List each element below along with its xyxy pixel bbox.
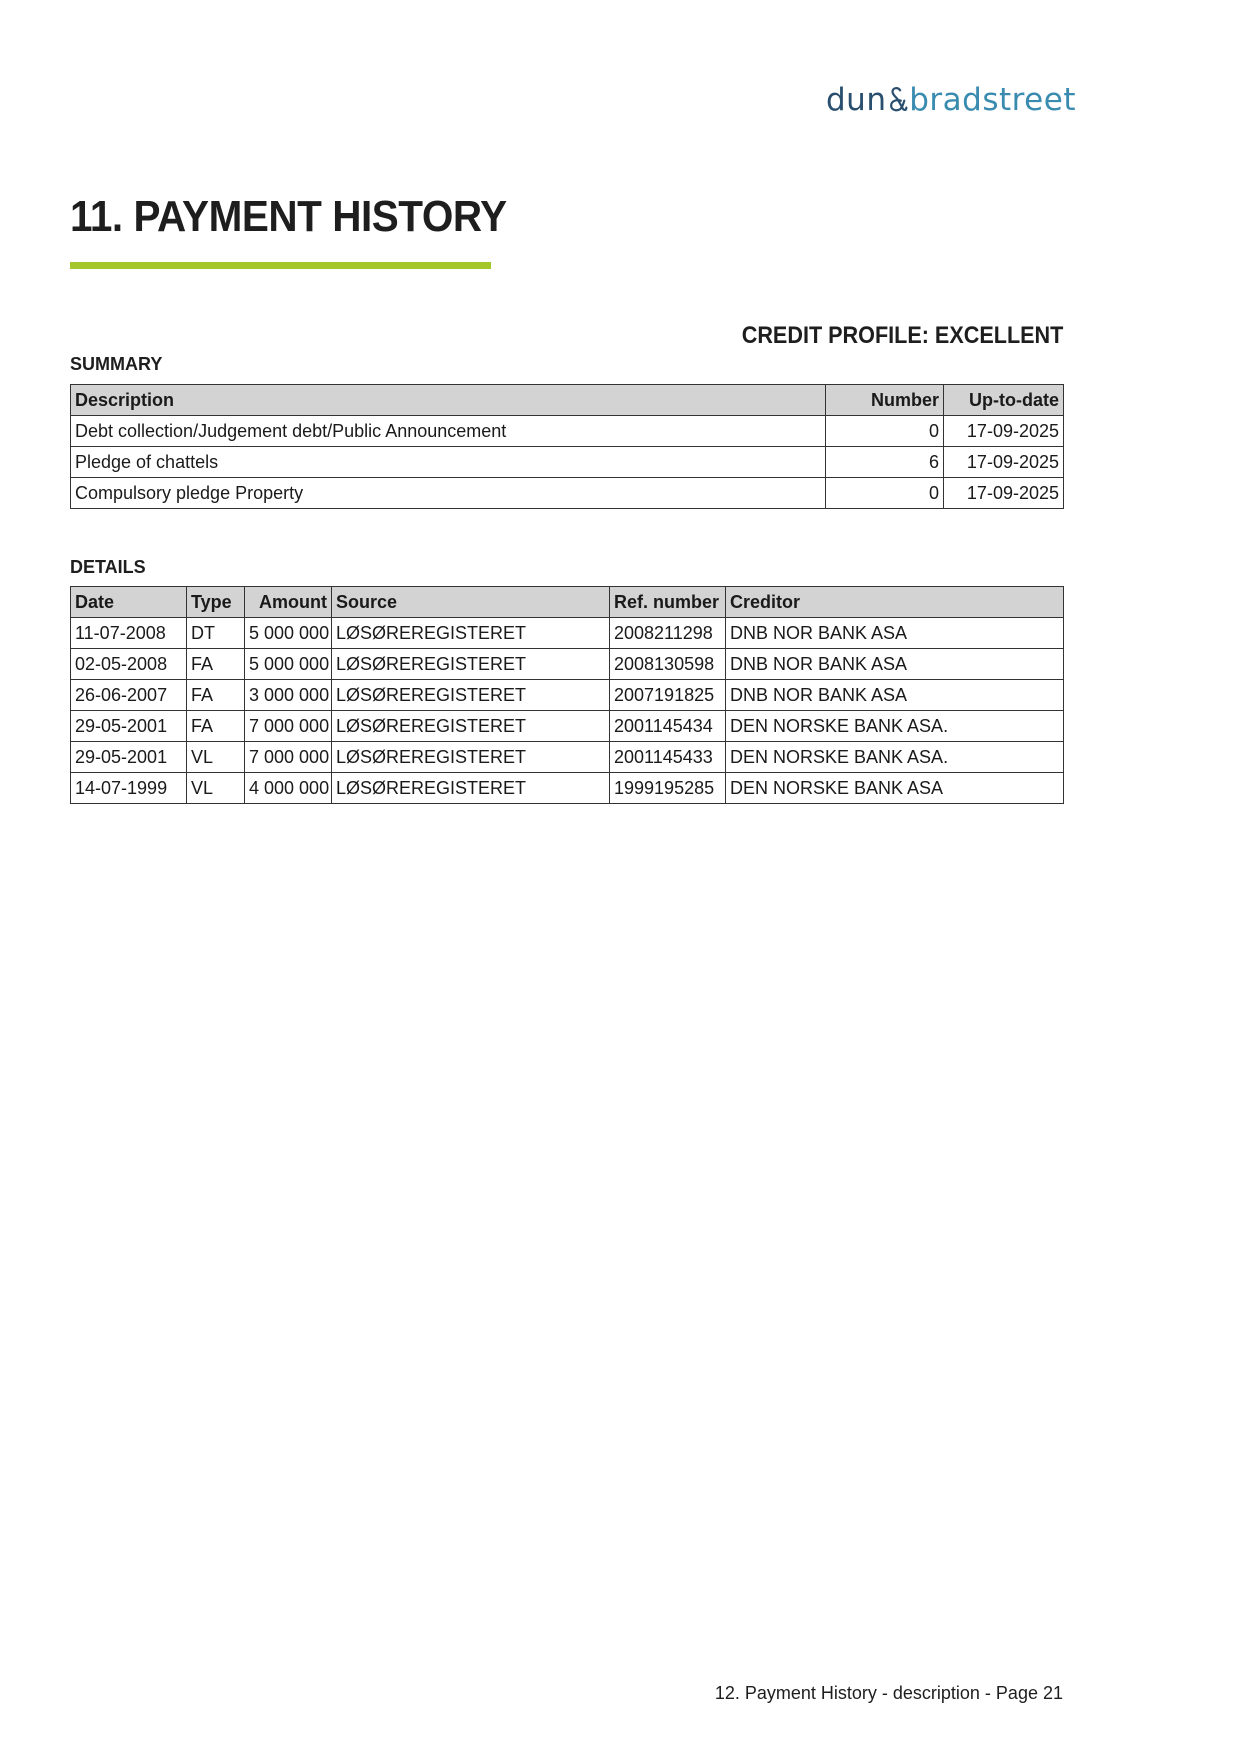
details-cell-date: 29-05-2001 (71, 742, 187, 773)
details-cell-amount: 7 000 000 (245, 711, 332, 742)
details-cell-source: LØSØREREGISTERET (332, 618, 610, 649)
details-cell-date: 14-07-1999 (71, 773, 187, 804)
summary-cell-date: 17-09-2025 (944, 478, 1064, 509)
details-cell-type: VL (187, 773, 245, 804)
summary-cell-number: 0 (826, 416, 944, 447)
details-cell-source: LØSØREREGISTERET (332, 649, 610, 680)
ampersand-logo-icon (887, 80, 908, 120)
details-table (70, 586, 1064, 804)
details-header-row (71, 587, 1064, 618)
details-cell-ref-number: 2001145434 (610, 711, 726, 742)
details-cell-creditor: DNB NOR BANK ASA (726, 649, 1064, 680)
details-cell-ref-number: 1999195285 (610, 773, 726, 804)
table-row (71, 680, 1064, 711)
table-row (71, 447, 1064, 478)
details-header-creditor: Creditor (726, 587, 1064, 618)
details-cell-amount: 3 000 000 (245, 680, 332, 711)
summary-header-up-to-date: Up-to-date (944, 385, 1064, 416)
summary-cell-description: Debt collection/Judgement debt/Public Announcement (71, 416, 826, 447)
details-cell-type: VL (187, 742, 245, 773)
details-header-source: Source (332, 587, 610, 618)
details-cell-creditor: DNB NOR BANK ASA (726, 680, 1064, 711)
details-cell-date: 02-05-2008 (71, 649, 187, 680)
details-cell-amount: 5 000 000 (245, 618, 332, 649)
details-cell-amount: 5 000 000 (245, 649, 332, 680)
details-cell-creditor: DEN NORSKE BANK ASA. (726, 711, 1064, 742)
details-cell-amount: 7 000 000 (245, 742, 332, 773)
details-cell-source: LØSØREREGISTERET (332, 680, 610, 711)
summary-header-row (71, 385, 1064, 416)
details-cell-creditor: DEN NORSKE BANK ASA. (726, 742, 1064, 773)
details-cell-ref-number: 2001145433 (610, 742, 726, 773)
details-cell-creditor: DNB NOR BANK ASA (726, 618, 1064, 649)
table-row (71, 742, 1064, 773)
credit-profile-heading: CREDIT PROFILE: EXCELLENT (741, 322, 1063, 349)
details-cell-type: DT (187, 618, 245, 649)
table-row (71, 773, 1064, 804)
logo-text-bradstreet: bradstreet (909, 81, 1076, 118)
dun-bradstreet-logo (826, 78, 1076, 122)
details-cell-source: LØSØREREGISTERET (332, 773, 610, 804)
details-cell-source: LØSØREREGISTERET (332, 711, 610, 742)
summary-cell-number: 0 (826, 478, 944, 509)
details-cell-type: FA (187, 711, 245, 742)
details-header-amount: Amount (245, 587, 332, 618)
details-cell-type: FA (187, 649, 245, 680)
table-row (71, 618, 1064, 649)
summary-label: SUMMARY (70, 354, 163, 374)
details-header-ref-number: Ref. number (610, 587, 726, 618)
details-cell-ref-number: 2008211298 (610, 618, 726, 649)
details-cell-date: 26-06-2007 (71, 680, 187, 711)
logo-text-dun: dun (826, 81, 887, 118)
page-footer: 12. Payment History - description - Page 21 (714, 1683, 1063, 1703)
table-row (71, 711, 1064, 742)
details-cell-date: 29-05-2001 (71, 711, 187, 742)
details-cell-creditor: DEN NORSKE BANK ASA (726, 773, 1064, 804)
title-underline-bar (70, 262, 491, 269)
summary-cell-description: Pledge of chattels (71, 447, 826, 478)
details-cell-source: LØSØREREGISTERET (332, 742, 610, 773)
details-cell-ref-number: 2007191825 (610, 680, 726, 711)
details-cell-date: 11-07-2008 (71, 618, 187, 649)
details-label: DETAILS (70, 557, 146, 577)
details-cell-type: FA (187, 680, 245, 711)
summary-header-number: Number (826, 385, 944, 416)
details-header-date: Date (71, 587, 187, 618)
table-row (71, 649, 1064, 680)
page-title: 11. PAYMENT HISTORY (70, 192, 507, 241)
table-row (71, 478, 1064, 509)
summary-cell-number: 6 (826, 447, 944, 478)
details-cell-amount: 4 000 000 (245, 773, 332, 804)
summary-header-description: Description (71, 385, 826, 416)
details-header-type: Type (187, 587, 245, 618)
summary-cell-date: 17-09-2025 (944, 447, 1064, 478)
summary-table (70, 384, 1064, 509)
summary-cell-date: 17-09-2025 (944, 416, 1064, 447)
table-row (71, 416, 1064, 447)
summary-cell-description: Compulsory pledge Property (71, 478, 826, 509)
details-cell-ref-number: 2008130598 (610, 649, 726, 680)
